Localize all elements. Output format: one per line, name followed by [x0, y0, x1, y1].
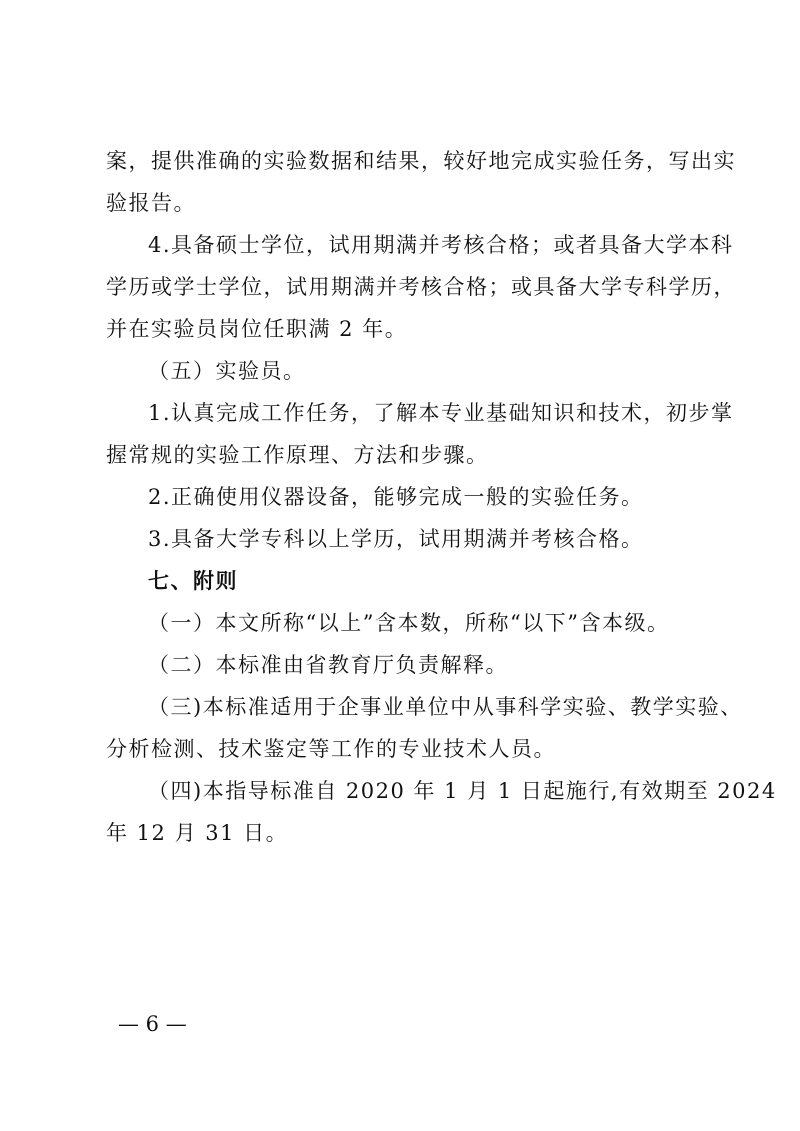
paragraph-line: 年 12 月 31 日。 — [106, 821, 289, 845]
paragraph-line: （三)本标准适用于企事业单位中从事科学实验、教学实验、 — [148, 695, 743, 719]
paragraph-line: 案，提供准确的实验数据和结果，较好地完成实验任务，写出实 — [106, 149, 736, 173]
paragraph-line: 2.正确使用仪器设备，能够完成一般的实验任务。 — [148, 485, 644, 509]
paragraph-line: 4.具备硕士学位，试用期满并考核合格；或者具备大学本科 — [148, 233, 734, 257]
paragraph-line: 1.认真完成工作任务，了解本专业基础知识和技术，初步掌 — [148, 401, 734, 425]
paragraph-line: 学历或学士学位，试用期满并考核合格；或具备大学专科学历， — [106, 275, 736, 299]
paragraph-line: 分析检测、技术鉴定等工作的专业技术人员。 — [106, 737, 556, 761]
paragraph-line: 3.具备大学专科以上学历，试用期满并考核合格。 — [148, 527, 644, 551]
paragraph-line: （二）本标准由省教育厅负责解释。 — [148, 653, 508, 677]
paragraph-line: （一）本文所称“以上”含本数，所称“以下”含本级。 — [148, 611, 670, 635]
paragraph-line: （四)本指导标准自 2020 年 1 月 1 日起施行,有效期至 2024 — [148, 779, 777, 803]
page-number: — 6 — — [118, 1012, 187, 1036]
subsection-heading: （五）实验员。 — [148, 359, 306, 383]
paragraph-line: 握常规的实验工作原理、方法和步骤。 — [106, 443, 489, 467]
paragraph-line: 验报告。 — [106, 191, 196, 215]
paragraph-line: 并在实验员岗位任职满 2 年。 — [106, 317, 408, 341]
section-heading: 七、附则 — [148, 569, 238, 593]
